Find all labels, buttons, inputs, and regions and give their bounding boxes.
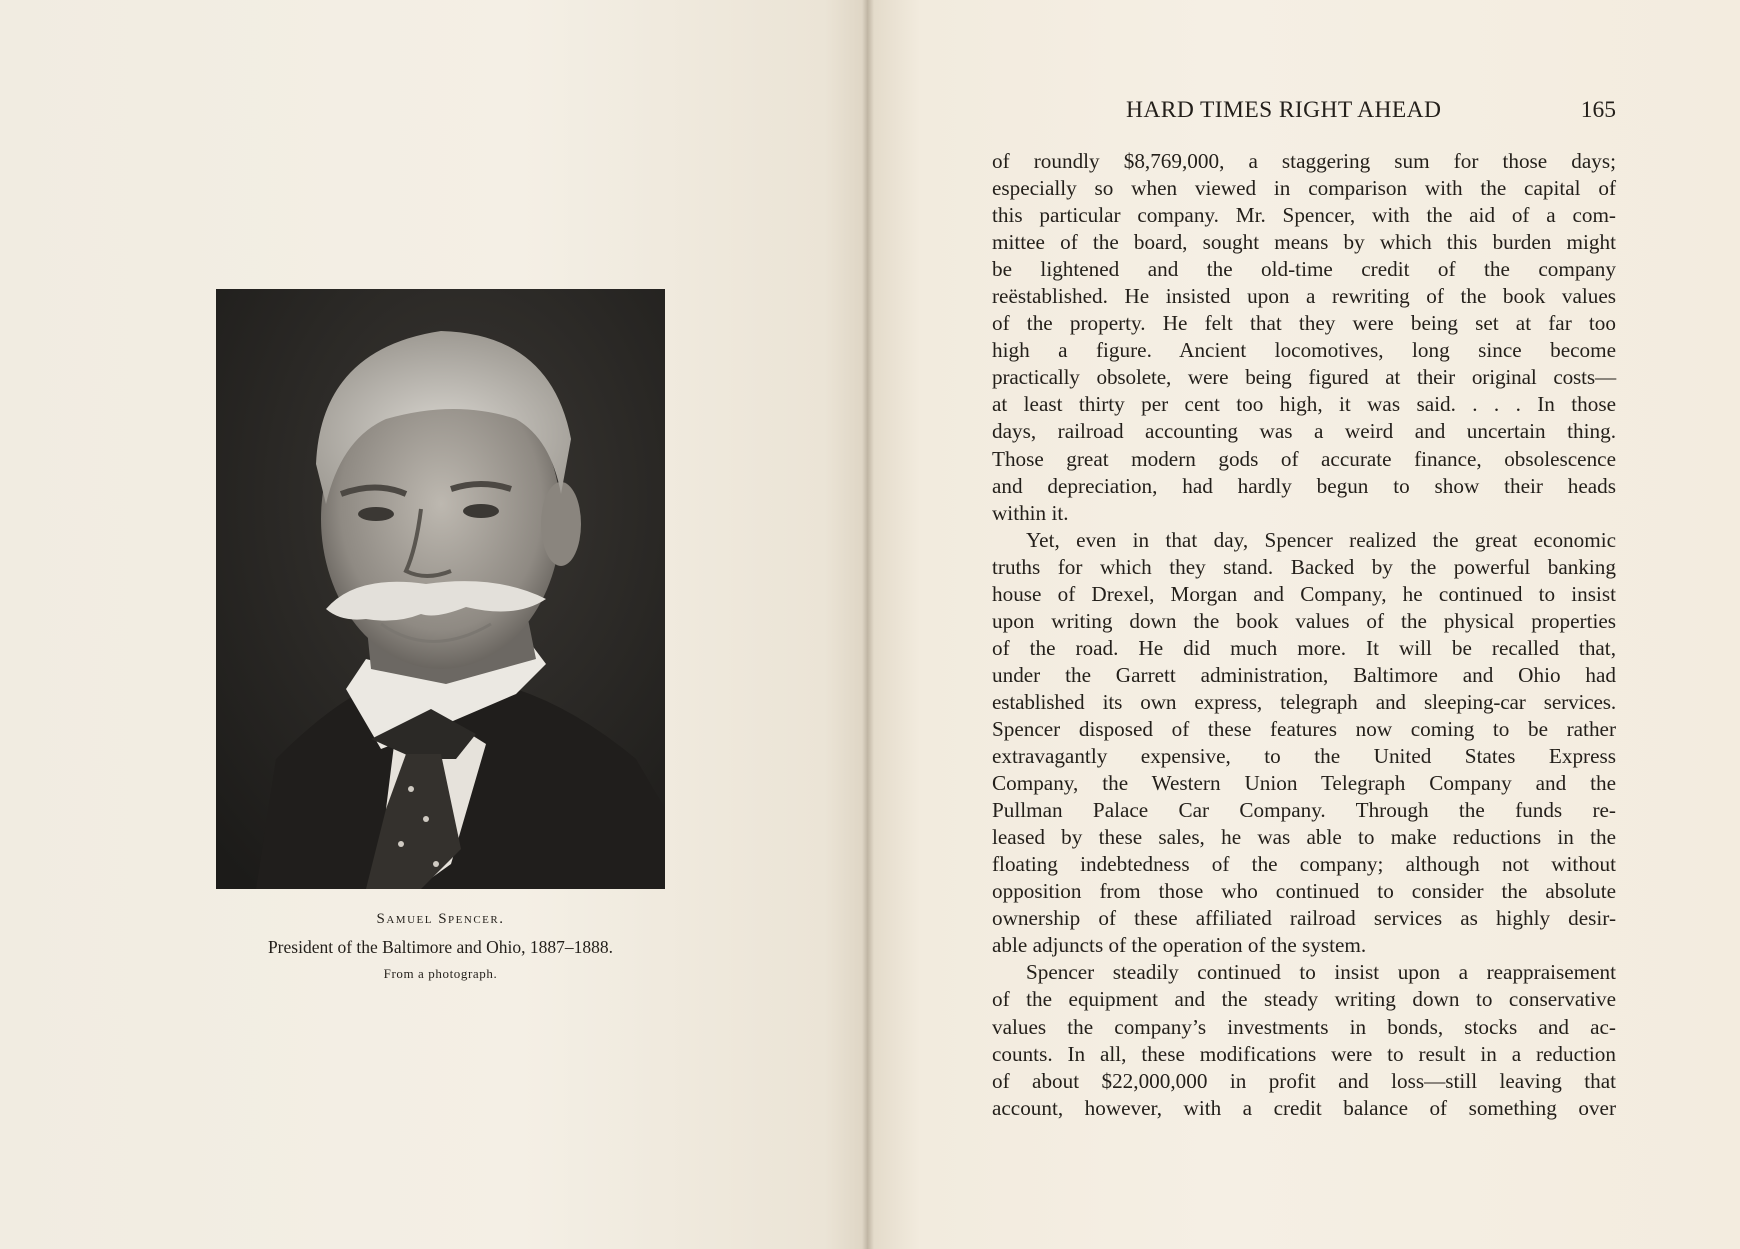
text-line: Those great modern gods of accurate finance, obsolescence [992,446,1616,471]
text-line: floating indebtedness of the company; although not without [992,852,1616,877]
running-head-title: HARD TIMES RIGHT AHEAD [1126,97,1442,123]
running-head [992,97,1616,127]
text-line: counts. In all, these modifications were to result in a reduction [992,1041,1616,1066]
text-line: of the equipment and the steady writing down to conservative [992,987,1616,1012]
text-line: especially so when viewed in comparison with the capital of [992,176,1616,201]
body-text [992,148,1616,1122]
text-line: days, railroad accounting was a weird and uncertain thing. [992,419,1616,444]
text-line: within it. [992,500,1069,525]
caption-source: From a photograph. [383,966,498,981]
text-line: extravagantly expensive, to the United States Express [992,744,1616,769]
text-line: of about $22,000,000 in profit and loss—still leaving that [992,1068,1616,1093]
text-line: be lightened and the old-time credit of the company [992,257,1616,282]
book-gutter [862,0,874,1249]
page-number: 165 [1580,97,1616,123]
text-line: able adjuncts of the operation of the system. [992,933,1367,958]
text-line: Spencer disposed of these features now coming to be rather [992,716,1616,741]
portrait-image [216,289,665,889]
text-line: leased by these sales, he was able to make reductions in the [992,825,1616,850]
text-line: under the Garrett administration, Baltimore and Ohio had [992,662,1616,687]
text-line: mittee of the board, sought means by which this burden might [992,230,1616,255]
text-line: practically obsolete, were being figured at their original costs— [992,365,1616,390]
text-line: truths for which they stand. Backed by the powerful banking [992,554,1616,579]
text-line: of roundly $8,769,000, a staggering sum for those days; [992,149,1616,173]
text-line: this particular company. Mr. Spencer, with the aid of a com- [992,203,1616,228]
left-page [0,0,868,1249]
paragraph-start: Spencer steadily continued to insist upon a reappraisement [1026,960,1616,985]
text-line: Pullman Palace Car Company. Through the funds re- [992,798,1616,823]
caption-title: President of the Baltimore and Ohio, 1887–1888. [267,937,614,957]
text-line: house of Drexel, Morgan and Company, he continued to insist [992,581,1616,606]
text-line: account, however, with a credit balance of something over [992,1095,1616,1120]
text-line: high a figure. Ancient locomotives, long since become [992,338,1616,363]
text-line: and depreciation, had hardly begun to show their heads [992,473,1616,498]
text-line: at least thirty per cent too high, it was said. . . . In those [992,392,1616,417]
text-line: of the road. He did much more. It will be recalled that, [992,635,1616,660]
text-line: Company, the Western Union Telegraph Company and the [992,771,1616,796]
text-line: values the company’s investments in bonds, stocks and ac- [992,1014,1616,1039]
text-line: of the property. He felt that they were being set at far too [992,311,1616,336]
caption-name: Samuel Spencer. [376,911,505,927]
portrait-photograph [216,289,665,889]
text-line: reëstablished. He insisted upon a rewriting of the book values [992,284,1616,309]
paragraph-start: Yet, even in that day, Spencer realized the great economic [1026,527,1616,552]
text-line: upon writing down the book values of the physical properties [992,608,1616,633]
text-line: ownership of these affiliated railroad services as highly desir- [992,906,1616,931]
text-line: opposition from those who continued to consider the absolute [992,879,1616,904]
text-line: established its own express, telegraph and sleeping-car services. [992,689,1616,714]
